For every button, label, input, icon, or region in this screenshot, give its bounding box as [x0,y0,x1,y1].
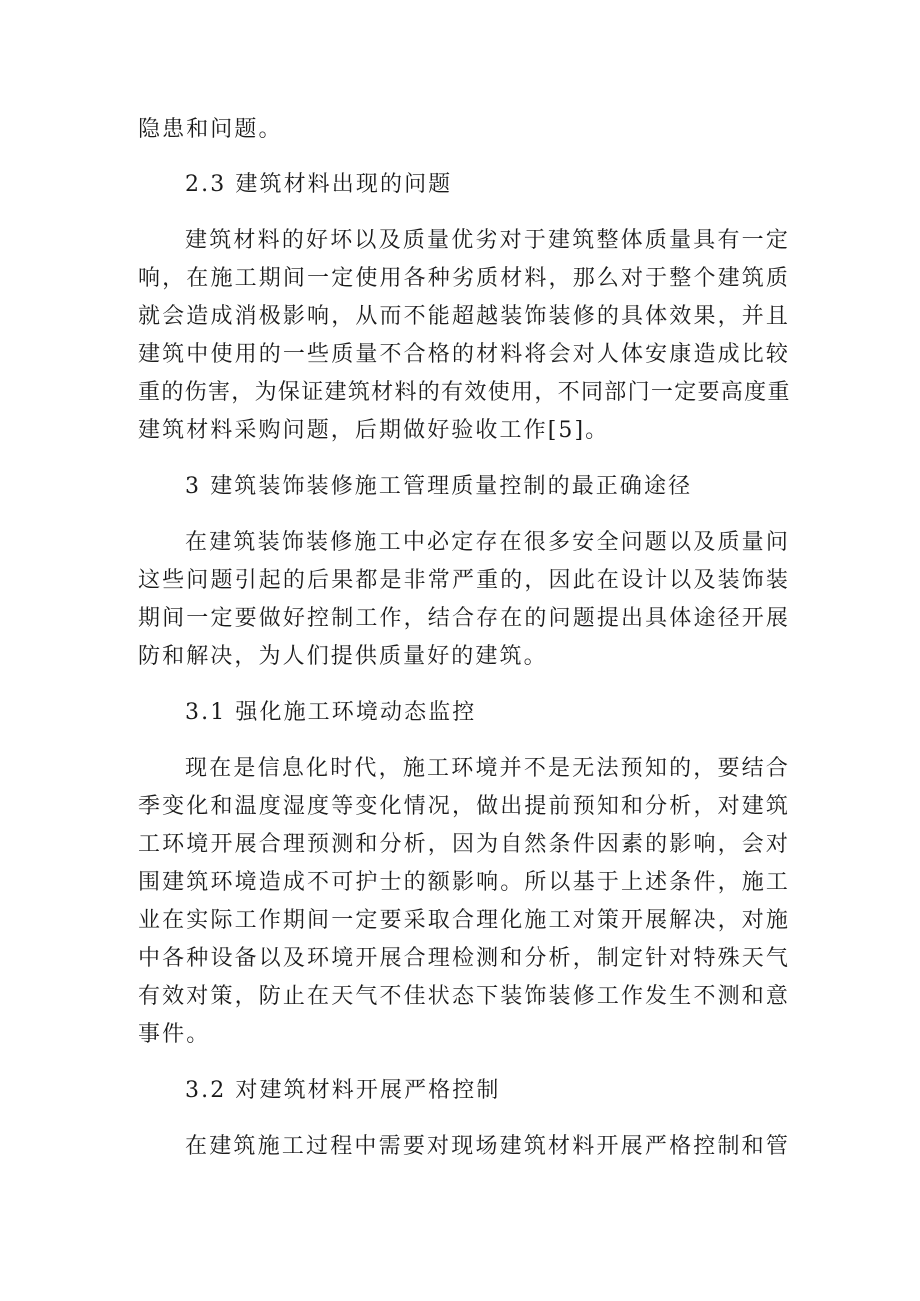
paragraph-line: 建筑材料采购问题，后期做好验收工作[5]。 [138,418,610,443]
paragraph-line: 中各种设备以及环境开展合理检测和分析，制定针对特殊天气 [138,946,790,971]
paragraph-line: 在建筑施工过程中需要对现场建筑材料开展严格控制和管 [185,1134,790,1159]
paragraph-line: 建筑中使用的一些质量不合格的材料将会对人体安康造成比较 [138,342,790,367]
paragraph-line: 防和解决，为人们提供质量好的建筑。 [138,644,548,669]
paragraph-line: 就会造成消极影响，从而不能超越装饰装修的具体效果，并且 [138,304,790,329]
section-heading-3: 3 建筑装饰装修施工管理质量控制的最正确途径 [185,474,693,499]
paragraph-line: 隐患和问题。 [138,117,283,142]
paragraph-line: 这些问题引起的后果都是非常严重的，因此在设计以及装饰装 [138,568,790,593]
section-heading-3-2: 3.2 对建筑材料开展严格控制 [185,1078,501,1103]
paragraph-line: 有效对策，防止在天气不佳状态下装饰装修工作发生不测和意 [138,984,790,1009]
paragraph-line: 重的伤害，为保证建筑材料的有效使用，不同部门一定要高度重 [138,380,790,405]
paragraph-line: 现在是信息化时代，施工环境并不是无法预知的，要结合 [185,756,790,781]
paragraph-line: 期间一定要做好控制工作，结合存在的问题提出具体途径开展 [138,606,790,631]
section-heading-2-3: 2.3 建筑材料出现的问题 [185,172,453,197]
paragraph-line: 工环境开展合理预测和分析，因为自然条件因素的影响，会对 [138,832,790,857]
paragraph-line: 建筑材料的好坏以及质量优劣对于建筑整体质量具有一定 [185,228,790,253]
paragraph-line: 业在实际工作期间一定要采取合理化施工对策开展解决，对施 [138,908,790,933]
paragraph-line: 围建筑环境造成不可护士的额影响。所以基于上述条件，施工 [138,870,790,895]
section-heading-3-1: 3.1 强化施工环境动态监控 [185,700,477,725]
paragraph-line: 在建筑装饰装修施工中必定存在很多安全问题以及质量问 [185,530,790,555]
paragraph-line: 事件。 [138,1022,211,1047]
paragraph-line: 响，在施工期间一定使用各种劣质材料，那么对于整个建筑质 [138,266,790,291]
paragraph-line: 季变化和温度湿度等变化情况，做出提前预知和分析，对建筑 [138,794,790,819]
